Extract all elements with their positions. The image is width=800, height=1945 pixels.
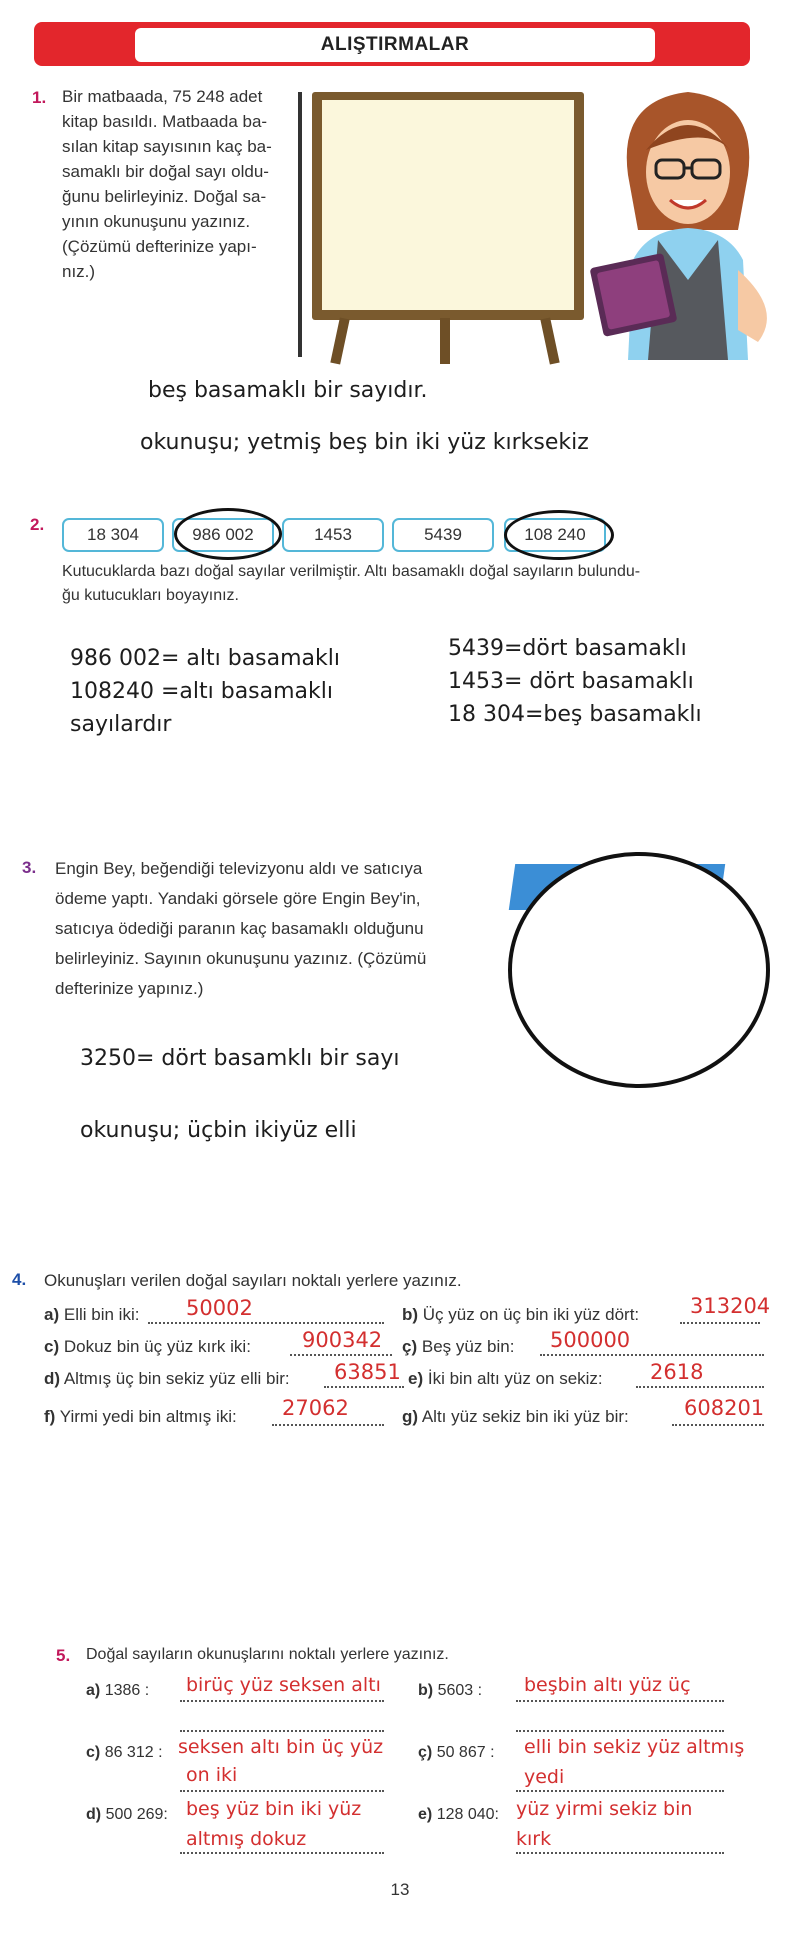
q4-answer-a: 50002: [186, 1296, 253, 1320]
q4-answer-f: 27062: [282, 1396, 349, 1420]
answer-dots: [540, 1354, 764, 1356]
q5-answer-a: birüç yüz seksen altı: [186, 1674, 381, 1696]
q2-line: ğu kutucukları boyayınız.: [62, 587, 239, 604]
board-leg: [540, 317, 559, 364]
q2-right-answers: [448, 632, 702, 731]
item-letter: d): [44, 1369, 61, 1388]
q1-line: nız.): [62, 262, 96, 281]
q2-answer-line: 986 002= altı basamaklı: [70, 646, 340, 671]
q5-answer-d-line2: altmış dokuz: [186, 1828, 307, 1850]
answer-dots: [516, 1700, 724, 1702]
answer-dots: [672, 1424, 764, 1426]
q4-answer-cc: 500000: [550, 1328, 631, 1352]
q4-answer-g: 608201: [684, 1396, 765, 1420]
question-5-number: 5.: [56, 1646, 71, 1665]
question-3-text: [55, 854, 505, 1004]
answer-dots: [636, 1386, 764, 1388]
q3-line: ödeme yaptı. Yandaki görsele göre Engin Bey'in,: [55, 889, 421, 908]
circle-mark: [504, 510, 614, 560]
q4-item-c: [44, 1334, 251, 1359]
item-number: 128 040: [436, 1806, 495, 1823]
number-box: 5439: [392, 518, 494, 552]
q1-answer-reading: okunuşu; yetmiş beş bin iki yüz kırksekiz: [140, 430, 589, 455]
item-letter: e): [418, 1806, 433, 1823]
q1-line: Bir matbaada, 75 248 adet: [62, 87, 263, 106]
answer-dots: [272, 1424, 384, 1426]
circle-mark: [174, 508, 282, 560]
divider-bar: [298, 92, 302, 357]
q3-answer-reading: okunuşu; üçbin ikiyüz elli: [80, 1118, 357, 1143]
item-letter: b): [418, 1682, 434, 1699]
q5-item-c: c) 86 312 :: [86, 1744, 163, 1761]
item-letter: ç): [418, 1744, 433, 1761]
q1-answer-digits: beş basamaklı bir sayıdır.: [148, 378, 428, 403]
teacher-illustration: [588, 80, 788, 360]
q4-item-d: [44, 1366, 290, 1391]
q5-answer-e-line1: yüz yirmi sekiz bin: [516, 1798, 693, 1820]
item-text: Altı yüz sekiz bin iki yüz bir:: [421, 1407, 629, 1426]
item-text: İki bin altı yüz on sekiz:: [427, 1369, 603, 1388]
q4-item-b: [402, 1302, 639, 1327]
item-text: Elli bin iki:: [63, 1305, 140, 1324]
q5-answer-e-line2: kırk: [516, 1828, 552, 1850]
item-letter: ç): [402, 1337, 418, 1356]
number-box: 18 304: [62, 518, 164, 552]
q3-line: Engin Bey, beğendiği televizyonu aldı ve satıcıya: [55, 859, 423, 878]
q3-answer-digits: 3250= dört basamklı bir sayı: [80, 1046, 400, 1071]
q5-answer-cc-line2: yedi: [524, 1766, 565, 1788]
q4-answer-e: 2618: [650, 1360, 704, 1384]
answer-dots: [324, 1386, 404, 1388]
answer-dots: [180, 1700, 384, 1702]
q5-answer-c-line1: seksen altı bin üç yüz: [178, 1736, 384, 1758]
whiteboard-illustration: [322, 100, 574, 310]
answer-dots: [148, 1322, 384, 1324]
board-leg: [440, 318, 450, 364]
answer-dots: [290, 1354, 392, 1356]
q1-line: kitap basıldı. Matbaada ba-: [62, 112, 268, 131]
page-number: 13: [390, 1880, 410, 1899]
item-letter: g): [402, 1407, 419, 1426]
q5-answer-cc-line1: elli bin sekiz yüz altmış: [524, 1736, 745, 1758]
q2-answer-line: 108240 =altı basamaklı: [70, 679, 334, 704]
q1-line: samaklı bir doğal sayı oldu-: [62, 162, 269, 181]
item-text: Dokuz bin üç yüz kırk iki:: [63, 1337, 251, 1356]
page-title: ALIŞTIRMALAR: [135, 28, 655, 62]
number-box: 108 240: [504, 518, 606, 552]
item-text: Üç yüz on üç bin iki yüz dört:: [422, 1305, 640, 1324]
q2-answer-line: 18 304=beş basamaklı: [448, 702, 702, 727]
q5-answer-b: beşbin altı yüz üç: [524, 1674, 691, 1696]
q1-line: (Çözümü defterinize yapı-: [62, 237, 257, 256]
item-letter: e): [408, 1369, 424, 1388]
answer-dots: [680, 1322, 760, 1324]
question-2-text: [62, 560, 640, 608]
board-leg: [330, 317, 349, 364]
q4-item-f: [44, 1404, 237, 1429]
answer-dots: [180, 1790, 384, 1792]
q2-line: Kutucuklarda bazı doğal sayılar verilmiştir. Altı basamaklı doğal sayıların bulundu-: [62, 563, 641, 580]
number-box: 986 002: [172, 518, 274, 552]
q5-item-d: d) 500 269:: [86, 1806, 168, 1823]
q3-line: belirleyiniz. Sayının okunuşunu yazınız. (Çözümü: [55, 949, 427, 968]
q4-item-a: [44, 1302, 139, 1327]
q2-answer-line: 5439=dört basamaklı: [448, 636, 687, 661]
q4-item-g: [402, 1404, 629, 1429]
q1-line: sılan kitap sayısının kaç ba-: [62, 137, 272, 156]
item-letter: c): [86, 1744, 101, 1761]
q2-answer-line: sayılardır: [70, 712, 172, 737]
item-text: Yirmi yedi bin altmış iki:: [59, 1407, 237, 1426]
question-1-text: [62, 84, 294, 284]
q5-item-cc: ç) 50 867 :: [418, 1744, 495, 1761]
q5-answer-c-line2: on iki: [186, 1764, 238, 1786]
q5-item-b: b) 5603 :: [418, 1682, 483, 1699]
question-4-number: 4.: [12, 1270, 27, 1289]
q5-answer-d-line1: beş yüz bin iki yüz: [186, 1798, 362, 1820]
item-number: 1386: [104, 1682, 141, 1699]
q5-item-e: e) 128 040:: [418, 1806, 499, 1823]
q3-line: defterinize yapınız.): [55, 979, 204, 998]
q5-item-a: a) 1386 :: [86, 1682, 150, 1699]
q4-answer-b: 313204: [690, 1294, 771, 1318]
question-1-number: 1.: [32, 88, 47, 107]
item-number: 500 269: [105, 1806, 164, 1823]
question-3-number: 3.: [22, 858, 37, 877]
number-box: 1453: [282, 518, 384, 552]
item-letter: c): [44, 1337, 60, 1356]
cover-circle: [508, 852, 770, 1088]
answer-dots: [180, 1730, 384, 1732]
answer-dots: [516, 1852, 724, 1854]
item-number: 86 312: [104, 1744, 154, 1761]
q4-item-cc: [402, 1334, 514, 1359]
item-letter: a): [86, 1682, 101, 1699]
item-letter: f): [44, 1407, 56, 1426]
item-text: Altmış üç bin sekiz yüz elli bir:: [63, 1369, 290, 1388]
question-4-title: Okunuşları verilen doğal sayıları noktalı yerlere yazınız.: [44, 1271, 462, 1290]
q4-answer-c: 900342: [302, 1328, 383, 1352]
question-5-title: Doğal sayıların okunuşlarını noktalı yerlere yazınız.: [86, 1646, 449, 1663]
item-letter: a): [44, 1305, 60, 1324]
q1-line: yının okunuşunu yazınız.: [62, 212, 251, 231]
q2-left-answers: [70, 642, 340, 741]
item-letter: b): [402, 1305, 419, 1324]
q4-item-e: [408, 1366, 603, 1391]
item-number: 5603: [437, 1682, 474, 1699]
answer-dots: [516, 1790, 724, 1792]
q3-line: satıcıya ödediği paranın kaç basamaklı olduğunu: [55, 919, 424, 938]
item-number: 50 867: [436, 1744, 486, 1761]
q2-answer-line: 1453= dört basamaklı: [448, 669, 694, 694]
question-2-number: 2.: [30, 515, 45, 534]
q1-line: ğunu belirleyiniz. Doğal sa-: [62, 187, 267, 206]
answer-dots: [180, 1852, 384, 1854]
item-letter: d): [86, 1806, 102, 1823]
q4-answer-d: 63851: [334, 1360, 401, 1384]
item-text: Beş yüz bin:: [421, 1337, 515, 1356]
answer-dots: [516, 1730, 724, 1732]
